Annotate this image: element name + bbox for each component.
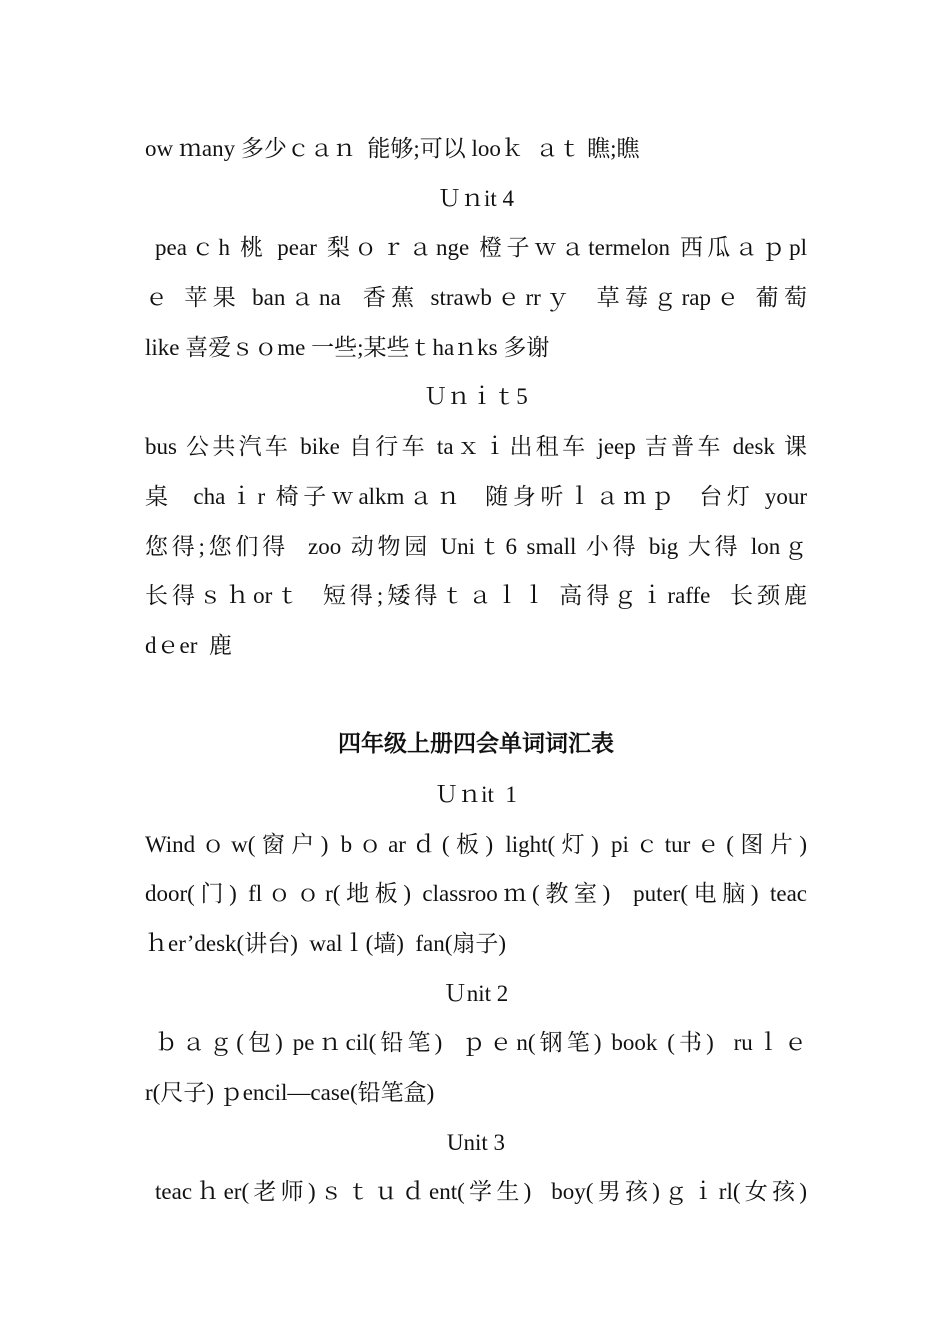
unit-4-heading: Ｕｎit 4 — [437, 185, 515, 211]
text-line: 长得ｓｈorｔ 短得;矮得ｔａｌｌ 高得ｇｉraffe 长颈鹿 — [145, 583, 807, 609]
text-line: Windｏw(窗户) bｏarｄ(板) light(灯) piｃturｅ(图片) — [145, 831, 807, 857]
text-line: teacｈer(老师)ｓｔｕｄent(学生) boy(男孩)ｇｉrl(女孩) — [145, 1179, 807, 1205]
text-line: peaｃh 桃 pear 梨ｏｒａnge 橙子ｗａtermelon 西瓜ａｐpl — [145, 235, 807, 261]
document-body — [145, 124, 807, 1217]
text-line: bus 公共汽车 bike 自行车 taｘｉ出租车 jeep 吉普车 desk 课 — [145, 434, 807, 460]
text-line: dｅer 鹿 — [145, 632, 232, 658]
text-line: r(尺子) ｐencil—case(铅笔盒) — [145, 1080, 435, 1106]
text-line: ｂａｇ(包) peｎcil(铅笔) ｐｅn(钢笔) book (书) ruｌｅ — [145, 1030, 807, 1056]
text-line: ow ｍany 多少ｃａｎ 能够;可以 looｋ ａｔ 瞧;瞧 — [145, 136, 640, 161]
text-line: door(门) flｏｏr(地板) classrooｍ(教室) puter(电脑) teac — [145, 881, 807, 907]
spacer — [145, 671, 807, 721]
unit-5-heading: Ｕｎｉｔ5 — [424, 384, 528, 410]
unit-2-heading: Ｕnit 2 — [443, 980, 509, 1006]
text-line: ｈer’desk(讲台) walｌ(墙) fan(扇子) — [145, 931, 507, 956]
text-line: 您得;您们得 zoo 动物园 Uniｔ6 small 小得 big 大得 lonｇ — [145, 533, 807, 559]
unit-1-heading: Ｕｎit 1 — [435, 781, 517, 807]
text-line: 桌 chaｉr 椅子ｗalkmａｎ 随身听ｌａｍｐ 台灯 your — [145, 483, 807, 509]
text-line: like 喜爱ｓｏme 一些;某些ｔhaｎks 多谢 — [145, 334, 550, 360]
unit-3-heading: Unit 3 — [446, 1129, 506, 1155]
text-line: ｅ 苹果 banａna 香蕉 strawbｅrrｙ 草莓ｇrapｅ 葡萄 — [145, 285, 807, 311]
section-title: 四年级上册四会单词词汇表 — [338, 731, 614, 758]
